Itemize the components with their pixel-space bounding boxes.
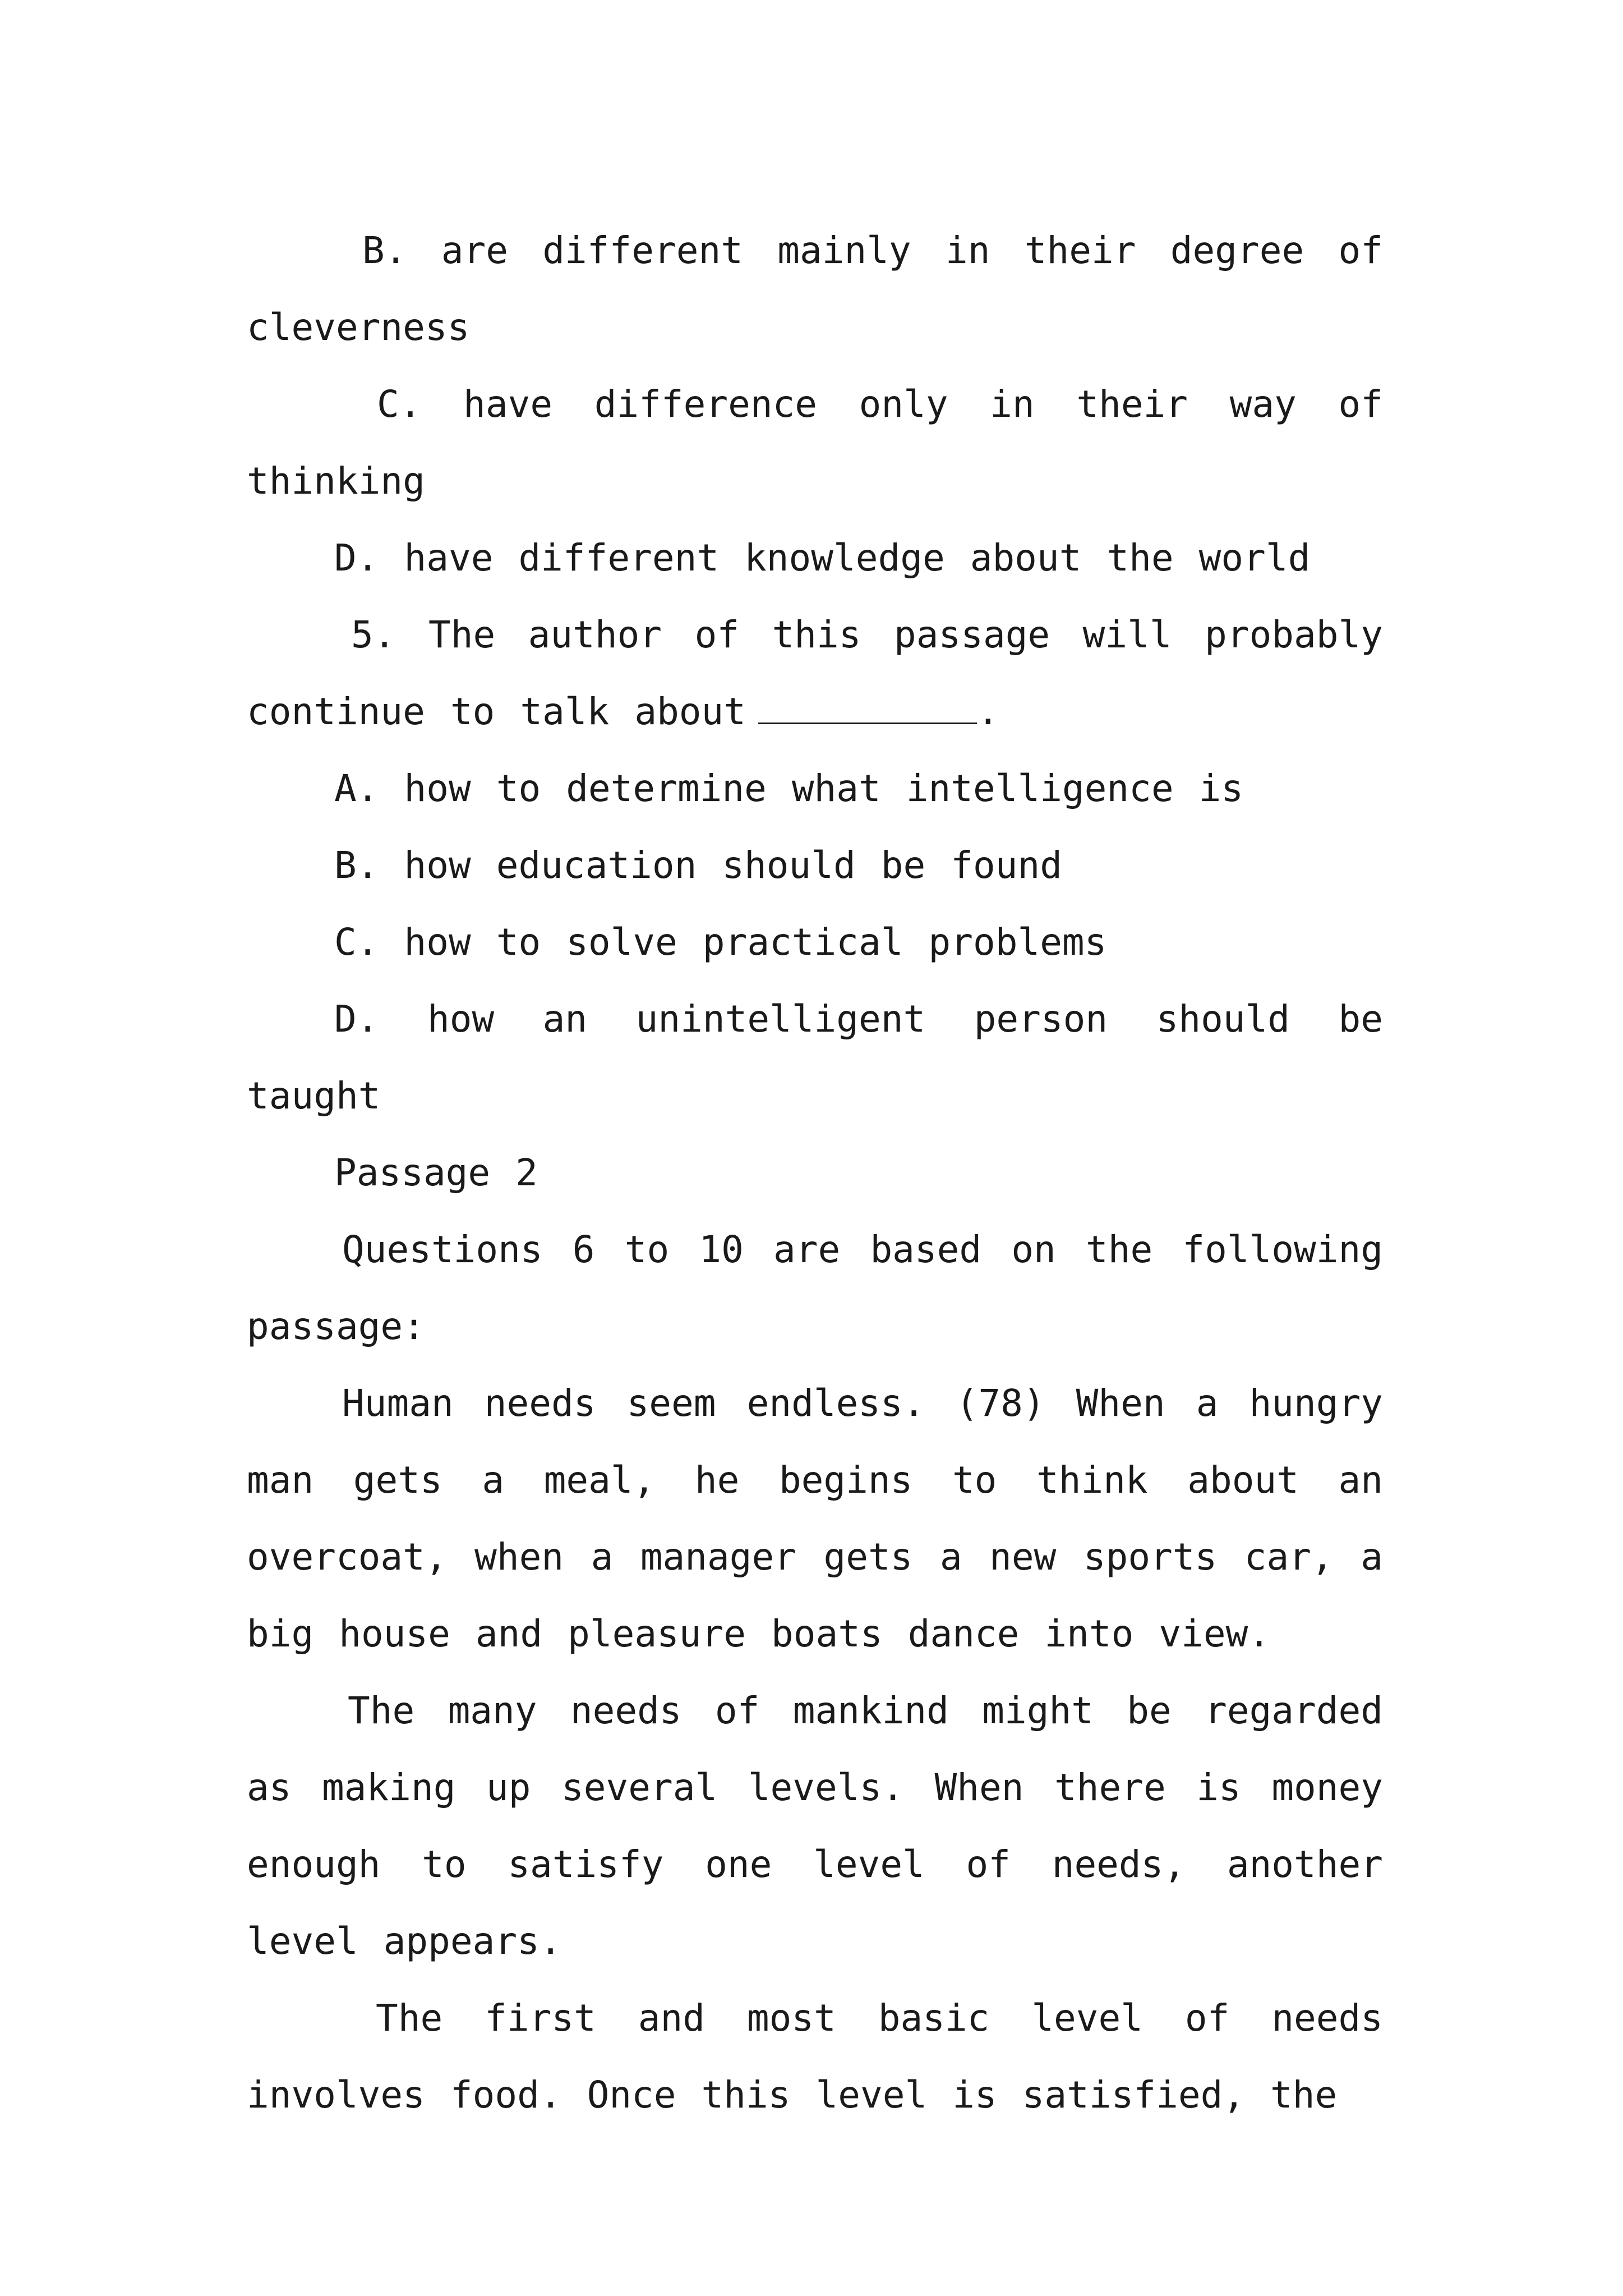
passage-title: Passage 2 (334, 1151, 538, 1194)
question-5-stem: 5. The author of this passage will probably continue to talk about (247, 613, 1383, 733)
passage-paragraph-1: Human needs seem endless. (78) When a hungry man gets a meal, he begins to think about an overcoat, when a manager gets a new sports car, a big house and pleasure boats dance into view. (247, 1382, 1383, 1655)
option-5a: A. how to determine what intelligence is (334, 767, 1244, 810)
option-5d: D. how an unintelligent person should be taught (247, 997, 1383, 1117)
option-5c: C. how to solve practical problems (334, 921, 1107, 964)
passage-paragraph-3: The first and most basic level of needs involves food. Once this level is satisfied, the (247, 1996, 1383, 2116)
option-4b: B. are different mainly in their degree of cleverness (247, 229, 1383, 349)
question-5 (247, 596, 1383, 750)
passage-instructions: Questions 6 to 10 are based on the following passage: (247, 1228, 1383, 1348)
option-4c: C. have difference only in their way of thinking (247, 383, 1383, 503)
page-content (247, 212, 1383, 2133)
option-5b: B. how education should be found (334, 844, 1062, 887)
question-5-end: . (977, 690, 999, 733)
option-4d: D. have different knowledge about the world (334, 536, 1311, 579)
passage-paragraph-2: The many needs of mankind might be regarded as making up several levels. When there is money enough to satisfy one level of needs, another level appears. (247, 1689, 1383, 1963)
answer-blank (758, 693, 977, 724)
